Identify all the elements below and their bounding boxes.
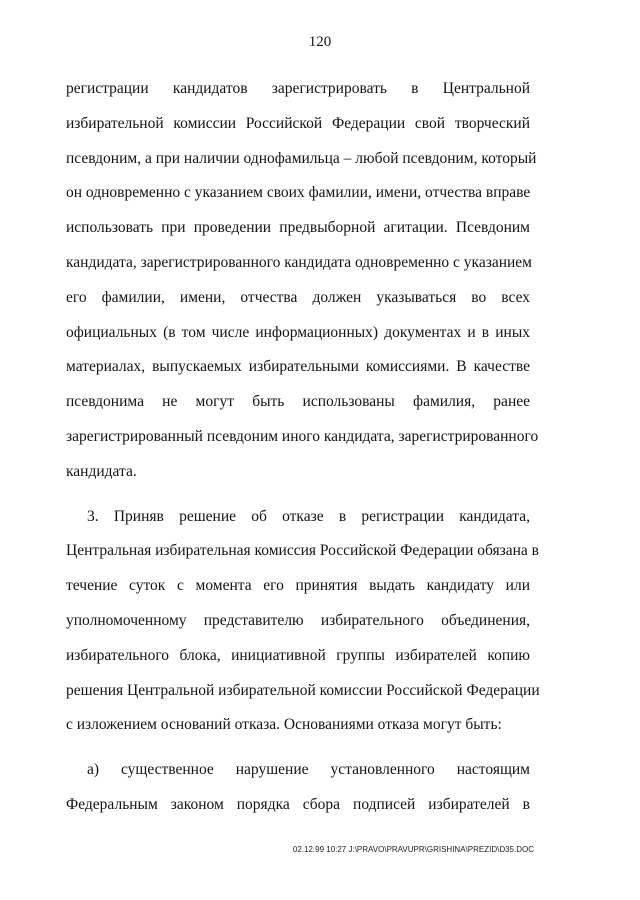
paragraph-start-line: а) существенное нарушение установленного настоящим <box>87 761 530 779</box>
text-line: избирательной комиссии Российской Федерации свой творческий <box>66 114 530 132</box>
text-line: зарегистрированный псевдоним иного кандидата, зарегистрированного <box>66 427 539 445</box>
text-line: псевдоним, а при наличии однофамильца – любой псевдоним, который <box>66 149 537 167</box>
text-line: использовать при проведении предвыборной агитации. Псевдоним <box>66 219 530 237</box>
page-number: 120 <box>308 34 332 50</box>
text-line: уполномоченному представителю избирательного объединения, <box>66 611 530 629</box>
file-path-footer: 02.12.99 10:27 J:\PRAVO\PRAVUPR\GRISHINA\PREZID\D35.DOC <box>292 845 534 854</box>
text-line: Центральная избирательная комиссия Российской Федерации обязана в <box>66 542 539 560</box>
text-line: решения Центральной избирательной комиссии Российской Федерации <box>66 681 540 699</box>
text-line: регистрации кандидатов зарегистрировать в Центральной <box>66 80 530 97</box>
paragraph-start-line: 3. Приняв решение об отказе в регистрации кандидата, <box>87 507 530 525</box>
text-line: течение суток с момента его принятия выдать кандидату или <box>66 577 530 595</box>
body-text <box>66 72 540 823</box>
text-line: Федеральным законом порядка сбора подписей избирателей в <box>66 795 530 813</box>
text-line: его фамилии, имени, отчества должен указываться во всех <box>66 288 530 306</box>
text-line: кандидата. <box>66 462 137 480</box>
text-line: он одновременно с указанием своих фамилии, имени, отчества вправе <box>66 184 531 202</box>
text-line: псевдонима не могут быть использованы фамилия, ранее <box>66 393 530 411</box>
text-line: кандидата, зарегистрированного кандидата одновременно с указанием <box>66 253 532 271</box>
text-line: избирательного блока, инициативной группы избирателей копию <box>66 646 530 664</box>
text-line: официальных (в том числе информационных) документах и в иных <box>66 323 530 341</box>
text-line: материалах, выпускаемых избирательными комиссиями. В качестве <box>66 358 530 376</box>
text-line: с изложением оснований отказа. Основаниями отказа могут быть: <box>66 716 502 734</box>
